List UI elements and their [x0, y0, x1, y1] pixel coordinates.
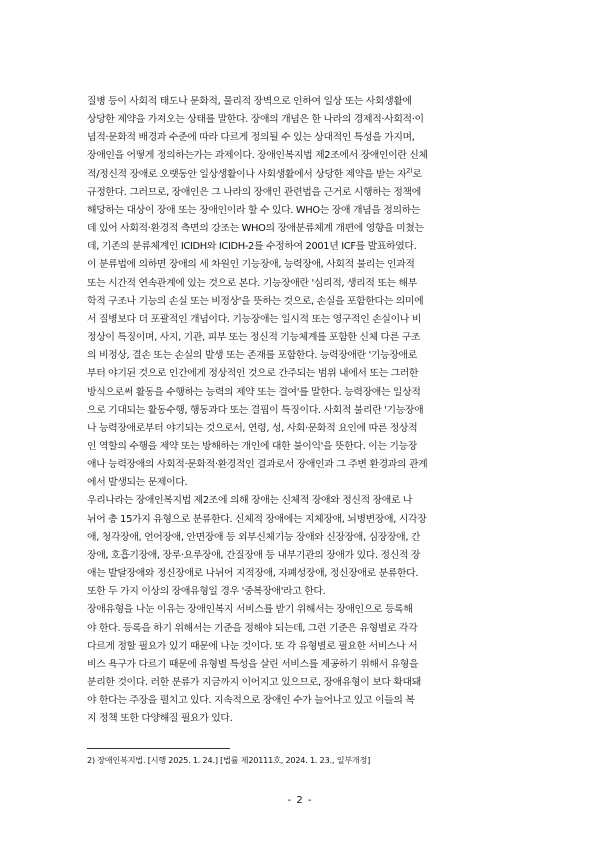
- page-number: - 2 -: [287, 795, 313, 806]
- text-line: 지 정책 또한 다양해질 필요가 있다.: [87, 713, 233, 725]
- text-line: 야 한다. 등록을 하기 위해서는 기준을 정해야 되는데, 그런 기준은 유형별로 각각: [87, 622, 418, 634]
- text-line: 인 역할의 수행을 제약 또는 방해하는 개인에 대한 불이익'을 뜻한다. 이는 기능장: [87, 440, 417, 452]
- text-line: 애, 청각장애, 언어장애, 안면장애 등 외부신체기능 장애와 신장장애, 심장장애, 간: [87, 531, 421, 543]
- text-line: 애는 발달장애와 정신장애로 나뉘어 지적장애, 자폐성장애, 정신장애로 분류한다.: [87, 568, 419, 580]
- text-line: 애나 능력장애의 사회적·문화적·환경적인 결과로서 장애인과 그 주변 환경과의 관계: [87, 459, 428, 471]
- paragraph-4: [87, 601, 513, 728]
- text-line: 다르게 정할 필요가 있기 때문에 나눈 것이다. 또 각 유형별로 필요한 서비스나 서: [87, 640, 418, 652]
- text-line: 상당한 제약을 가져오는 상태를 말한다. 장애의 개념은 한 나라의 경제적·사회적·이: [87, 114, 424, 126]
- text-line: 비스 욕구가 다르기 때문에 유형별 특성을 살린 서비스를 제공하기 위해서 유형을: [87, 658, 419, 670]
- text-line: 해당하는 대상이 장애 또는 장애인이라 할 수 있다. WHO는 장애 개념을 정의하는: [87, 204, 421, 216]
- text-segment: 적/정신적 장애로 오랫동안 일상생활이나 사회생활에서 상당한 제약을 받는 자: [87, 168, 407, 180]
- text-line: 방식으로써 활동을 수행하는 능력의 제약 또는 결여'를 말한다. 능력장애는 일상적: [87, 386, 421, 398]
- text-line: 부터 야기된 것으로 인간에게 정상적인 것으로 간주되는 범위 내에서 또는 그러한: [87, 368, 419, 380]
- text-line: 념적·문화적 배경과 수준에 따라 다르게 정의될 수 있는 상대적인 특성을 가지며,: [87, 132, 415, 144]
- text-line: 나 능력장애로부터 야기되는 것으로서, 연령, 성, 사회·문화적 요인에 따른 정상적: [87, 422, 418, 434]
- text-line: 또는 시간적 연속관계에 있는 것으로 본다. 기능장애란 '심리적, 생리적 또는 해부: [87, 277, 417, 289]
- paragraph-1: [87, 93, 513, 256]
- text-line: 학적 구조나 기능의 손실 또는 비정상'을 뜻하는 것으로, 손실을 포함한다는 의미에: [87, 295, 424, 307]
- text-line: 서 질병보다 더 포괄적인 개념이다. 기능장애는 일시적 또는 영구적인 손실이나 비: [87, 313, 421, 325]
- text-line: 장애인을 어떻게 정의하는가는 과제이다. 장애인복지법 제2조에서 장애인이란 신체: [87, 150, 428, 162]
- text-segment: 로: [412, 168, 422, 180]
- paragraph-3: [87, 492, 513, 601]
- text-line: 야 한다는 주장을 펼치고 있다. 지속적으로 장애인 수가 늘어나고 있고 이들의 복: [87, 695, 415, 707]
- text-line: 뉘어 총 15가지 유형으로 분류한다. 신체적 장애에는 지체장애, 뇌병변장애, 시각장: [87, 513, 427, 525]
- footnote-ref[interactable]: 2): [406, 166, 413, 175]
- text-line: 정상이 특징이며, 사지, 기관, 피부 또는 정신적 기능체계를 포함한 신체 다른 구조: [87, 332, 421, 344]
- text-line: 규정한다. 그러므로, 장애인은 그 나라의 장애인 관련법을 근거로 시행하는 정책에: [87, 186, 421, 198]
- text-line: 데 있어 사회적·환경적 측면의 강조는 WHO의 장애분류체계 개편에 영향을 미쳤는: [87, 223, 424, 235]
- text-line: 장애, 호흡기장애, 장루·요루장애, 간질장애 등 내부기관의 장애가 있다. 정신적 장: [87, 549, 421, 561]
- footnote-divider: [87, 748, 230, 749]
- body-text: [87, 93, 513, 728]
- text-line: 분리한 것이다. 러한 분류가 지금까지 이어지고 있으므로, 장애유형이 보다 확대돼: [87, 677, 421, 688]
- text-line: 에서 발생되는 문제이다.: [87, 477, 188, 489]
- paragraph-2: [87, 256, 513, 492]
- text-line: 으로 기대되는 활동수행, 행동과다 또는 결핍이 특징이다. 사회적 불리란 '기능장애: [87, 404, 424, 416]
- text-line: 장애유형을 나눈 이유는 장애인복지 서비스를 받기 위해서는 장애인으로 등록해: [87, 604, 413, 616]
- footnote: 2) 장애인복지법. [시행 2025. 1. 24.] [법률 제20111호, 2024. 1. 23., 일부개정]: [87, 755, 371, 765]
- text-line: [87, 166, 513, 184]
- text-line: 질병 등이 사회적 태도나 문화적, 물리적 장벽으로 인하여 일상 또는 사회생활에: [87, 96, 412, 107]
- text-line: 또한 두 가지 이상의 장애유형일 경우 '중복장애'라고 한다.: [87, 586, 326, 598]
- text-line: 의 비정상, 결손 또는 손실의 발생 또는 존재를 포함한다. 능력장애란 '기능장애로: [87, 350, 417, 362]
- text-line: 이 분류법에 의하면 장애의 세 차원인 기능장애, 능력장애, 사회적 불리는 인과적: [87, 259, 415, 271]
- text-line: 우리나라는 장애인복지법 제2조에 의해 장애는 신체적 장애와 정신적 장애로 나: [87, 495, 413, 507]
- text-line: 데, 기존의 분류체계인 ICIDH와 ICIDH-2를 수정하여 2001년 ICF를 발표하였다.: [87, 241, 417, 253]
